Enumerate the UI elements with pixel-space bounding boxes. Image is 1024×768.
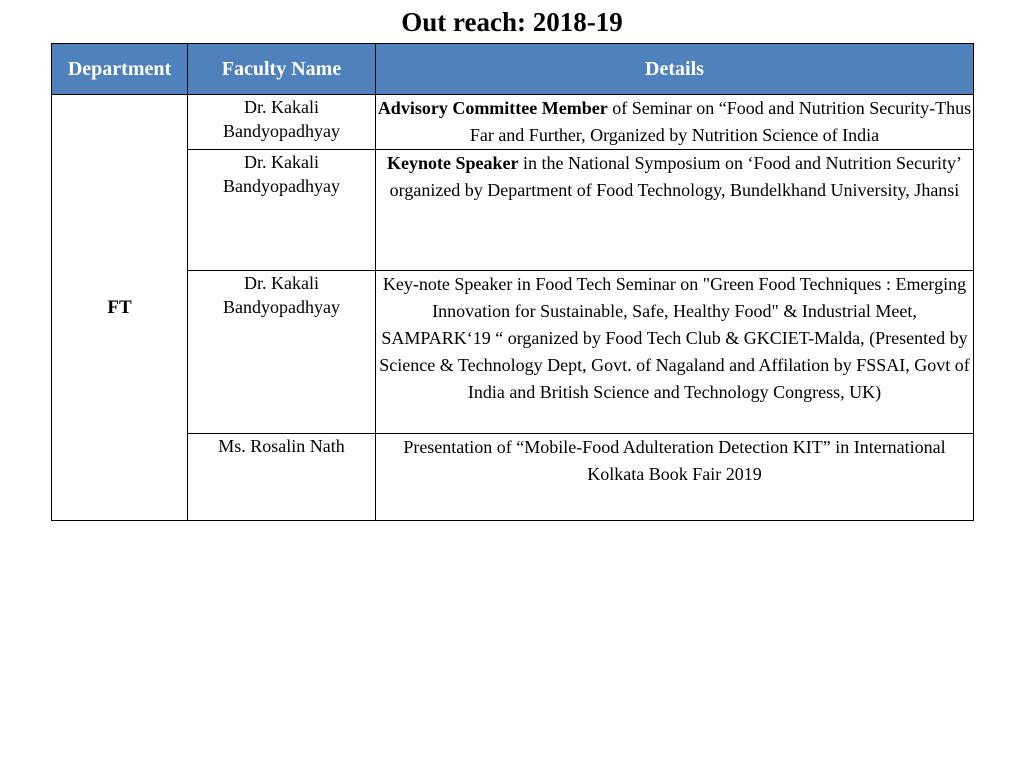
table-header-row — [52, 44, 974, 95]
header-details: Details — [376, 44, 974, 95]
page-title: Out reach: 2018-19 — [401, 7, 623, 37]
details-text: Presentation of “Mobile-Food Adulteration Detection KIT” in International Kolkata Book Fair 2019 — [403, 437, 946, 484]
faculty-cell: Ms. Rosalin Nath — [188, 434, 376, 521]
details-bold-text: Advisory Committee Member — [377, 98, 608, 118]
faculty-cell: Dr. Kakali Bandyopadhyay — [188, 95, 376, 150]
details-text: in the National Symposium on ‘Food and Nutrition Security’ organized by Department of Food Technology, Bundelkhand University, Jhansi — [389, 153, 962, 200]
table-row — [52, 271, 974, 434]
details-text: Key-note Speaker in Food Tech Seminar on "Green Food Techniques : Emerging Innovation for Sustainable, Safe, Healthy Food" & Industrial Meet, SAMPARK‘19 “ organized by Food Tech Club & GKCIET-Malda, (Presented by Science & Technology Dept, Govt. of Nagaland and Affilation by FSSAI, Govt of India and British Science and Technology Congress, UK) — [379, 274, 970, 402]
header-department: Department — [52, 44, 188, 95]
table-row — [52, 150, 974, 271]
details-cell — [376, 95, 974, 150]
faculty-cell: Dr. Kakali Bandyopadhyay — [188, 271, 376, 434]
details-cell — [376, 434, 974, 521]
faculty-cell: Dr. Kakali Bandyopadhyay — [188, 150, 376, 271]
details-bold-text: Keynote Speaker — [387, 153, 519, 173]
details-cell — [376, 271, 974, 434]
outreach-table — [51, 43, 974, 521]
department-cell: FT — [52, 95, 188, 521]
table-row — [52, 434, 974, 521]
details-text: of Seminar on “Food and Nutrition Security-Thus Far and Further, Organized by Nutrition Science of India — [469, 98, 972, 145]
table-row — [52, 95, 974, 150]
header-faculty-name: Faculty Name — [188, 44, 376, 95]
details-cell — [376, 150, 974, 271]
